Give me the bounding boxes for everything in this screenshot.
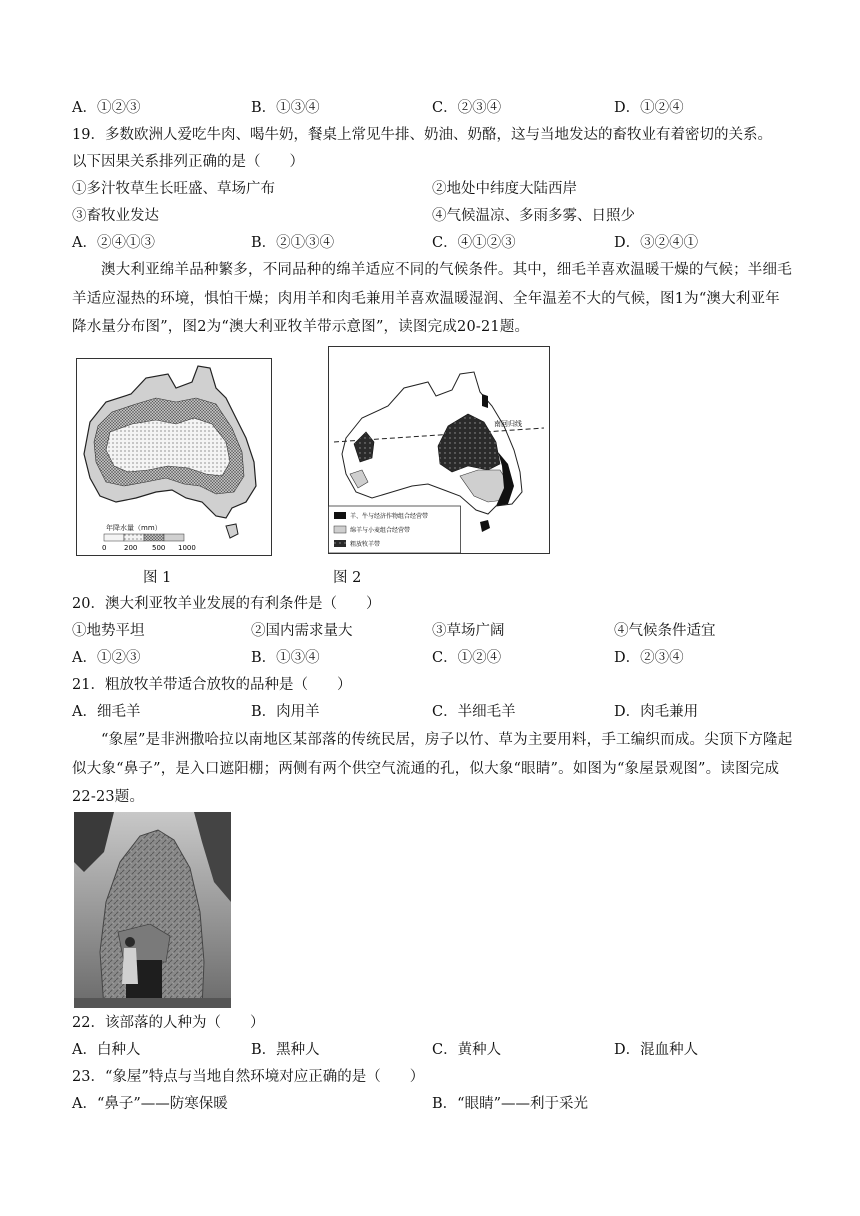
q20-item-1: ①地势平坦 bbox=[72, 623, 145, 639]
q20-option-c: C．①②④ bbox=[432, 650, 502, 666]
q21-option-d: D．肉毛兼用 bbox=[614, 704, 699, 720]
q20-option-d: D．②③④ bbox=[614, 650, 684, 666]
q23-stem: 23．“象屋”特点与当地自然环境对应正确的是（ ） bbox=[72, 1069, 425, 1085]
australia-sheep-belt-map bbox=[328, 346, 550, 554]
q19-stem-line2: 以下因果关系排列正确的是（ ） bbox=[72, 154, 304, 170]
q20-stem: 20．澳大利亚牧羊业发展的有利条件是（ ） bbox=[72, 596, 381, 612]
q18-option-c: C．②③④ bbox=[432, 100, 502, 116]
q21-option-a: A．细毛羊 bbox=[72, 704, 141, 720]
q19-option-d: D．③②④① bbox=[614, 235, 699, 251]
q23-option-b: B．“眼睛”——利于采光 bbox=[432, 1096, 588, 1112]
q22-option-d: D．混血种人 bbox=[614, 1042, 699, 1058]
q19-stem-line1: 19．多数欧洲人爱吃牛肉、喝牛奶，餐桌上常见牛排、奶油、奶酪，这与当地发达的畜牧业有着密切的关系。 bbox=[72, 127, 772, 143]
q19-option-a: A．②④①③ bbox=[72, 235, 155, 251]
q18-option-b: B．①③④ bbox=[251, 100, 320, 116]
fig1-tick-500: 500 bbox=[152, 544, 166, 552]
fig1-legend-title: 年降水量（mm） bbox=[106, 524, 162, 532]
australia-rainfall-map bbox=[76, 358, 272, 556]
figure-1-rainfall-map bbox=[76, 358, 272, 560]
q22-option-c: C．黄种人 bbox=[432, 1042, 502, 1058]
q20-option-a: A．①②③ bbox=[72, 650, 141, 666]
q23-option-a: A．“鼻子”——防寒保暖 bbox=[72, 1096, 228, 1112]
q20-item-2: ②国内需求量大 bbox=[251, 623, 353, 639]
mixed-farming-belt-north bbox=[482, 394, 488, 408]
q18-option-a: A．①②③ bbox=[72, 100, 141, 116]
q19-item-4: ④气候温凉、多雨多雾、日照少 bbox=[432, 208, 635, 224]
q18-option-d: D．①②④ bbox=[614, 100, 684, 116]
q22-stem: 22．该部落的人种为（ ） bbox=[72, 1015, 265, 1031]
fig2-legend-2: 绵羊与小麦组合经营带 bbox=[350, 527, 411, 534]
q20-item-4: ④气候条件适宜 bbox=[614, 623, 716, 639]
fig1-tick-0: 0 bbox=[102, 544, 107, 552]
q19-item-2: ②地处中纬度大陆西岸 bbox=[432, 181, 577, 197]
figure-2-caption: 图 2 bbox=[333, 570, 362, 586]
q20-option-b: B．①③④ bbox=[251, 650, 320, 666]
person-head bbox=[125, 937, 135, 947]
q19-option-b: B．②①③④ bbox=[251, 235, 335, 251]
person-body bbox=[122, 948, 138, 984]
q19-option-c: C．④①②③ bbox=[432, 235, 516, 251]
q21-option-c: C．半细毛羊 bbox=[432, 704, 516, 720]
elephant-house-image bbox=[74, 812, 231, 1008]
elephant-house-passage: “象屋”是非洲撒哈拉以南地区某部落的传统民居，房子以竹、草为主要用料，手工编织而成。尖顶下方隆起似大象“鼻子”，是入口遮阳棚；两侧有两个供空气流通的孔，似大象“眼睛”。如图为“象屋景观图”。读图完成22-23题。 bbox=[72, 732, 793, 805]
q21-stem: 21．粗放牧羊带适合放牧的品种是（ ） bbox=[72, 677, 352, 693]
fig1-tick-200: 200 bbox=[124, 544, 138, 552]
q20-item-3: ③草场广阔 bbox=[432, 623, 505, 639]
q19-item-3: ③畜牧业发达 bbox=[72, 208, 159, 224]
q21-option-b: B．肉用羊 bbox=[251, 704, 320, 720]
elephant-house-photo bbox=[74, 812, 231, 1012]
tropic-label: 南回归线 bbox=[494, 420, 522, 428]
q22-option-b: B．黑种人 bbox=[251, 1042, 320, 1058]
australia-passage: 澳大利亚绵羊品种繁多，不同品种的绵羊适应不同的气候条件。其中，细毛羊喜欢温暖干燥的气候；半细毛羊适应湿热的环境，惧怕干燥；肉用羊和肉毛兼用羊喜欢温暖湿润、全年温差不大的气候，图1为“澳大利亚年降水量分布图”，图2为“澳大利亚牧羊带示意图”，读图完成20-21题。 bbox=[72, 262, 792, 335]
fig2-legend-3: 粗放牧羊带 bbox=[350, 541, 381, 548]
fig2-legend-1: 羊、牛与经济作物组合经营带 bbox=[350, 513, 429, 520]
fig1-tick-1000: 1000 bbox=[178, 544, 196, 552]
q19-item-1: ①多汁牧草生长旺盛、草场广布 bbox=[72, 181, 275, 197]
figure-1-caption: 图 1 bbox=[143, 570, 172, 586]
q22-option-a: A．白种人 bbox=[72, 1042, 141, 1058]
figure-2-sheep-belt-map bbox=[328, 346, 550, 558]
